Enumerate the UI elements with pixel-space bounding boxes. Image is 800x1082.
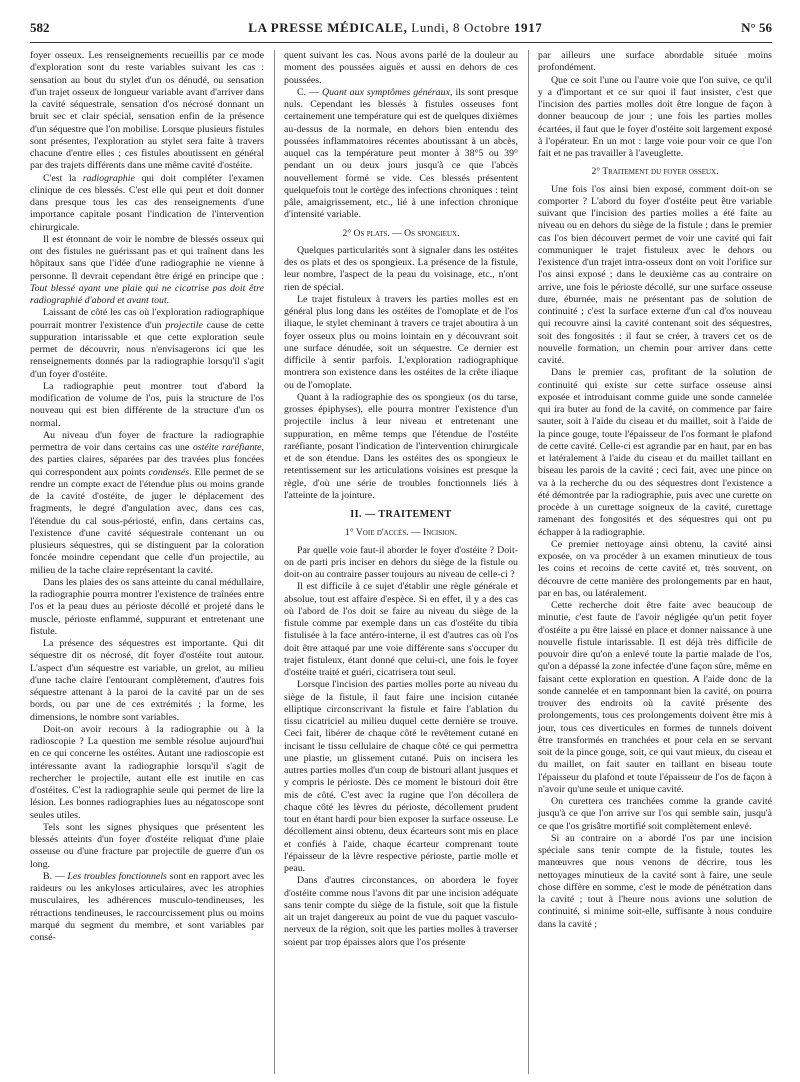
paragraph: Dans le premier cas, profitant de la solution de continuité qui existe sur cette surface osseuse ainsi exposée et introduisant comme guide une sonde cannelée qui ira buter au fond de la cavité, on commence par faire sauter, soit à l'aide du ciseau et du maillet, soit à l'aide de la pince gouge, toute l'épaisseur de l'os formant le plafond de cette cavité. Celle-ci est agrandie par en haut, par en bas et latéralement à l'aide du ciseau et du maillet taillant en biseau les parois de la cavité ; ceci fait, avec une pince on va à la recherche du ou des séquestres dont l'existence a été démontrée par la radiographie, puis avec une curette on procède à un curettage soigneux de la cavité, curettage ramenant des fongosités et des séquestres qui ont pu échapper à la radiographie. (538, 367, 772, 538)
paragraph: par ailleurs une surface abordable située moins profondément. (538, 50, 772, 74)
page-header (30, 20, 772, 43)
paragraph: On curettera ces tranchées comme la grande cavité jusqu'à ce que l'on arrive sur l'os qui semble sain, jusqu'à ce que l'os grisâtre mortifié soit complètement enlevé. (538, 796, 772, 832)
paragraph: Au niveau d'un foyer de fracture la radiographie permettra de voir dans certains cas une ostéite raréfiante, des parties claires, séparées par des travées plus foncées qui correspondent aux points condensés. Elle permet de se rendre un compte exact de l'étendue plus ou moins grande de la cavité d'ostéite, de juger le déplacement des fragments, le degré d'angulation avec, dans ces cas, l'étendue du cal sous-périosté, enfin, dans certains cas, l'existence d'une cavité séquestrale contenant un ou plusieurs séquestres, qui se distinguent par la coloration foncée moindre cependant que celle d'un projectile, au milieu de la tache claire représentant la cavité. (30, 429, 264, 576)
issue-date: Lundi, 8 Octobre (411, 20, 511, 35)
subsection-heading: 1° Voie d'accès. — Incision. (345, 527, 457, 539)
column-2 (274, 50, 518, 1074)
paragraph: Une fois l'os ainsi bien exposé, comment doit-on se comporter ? L'abord du foyer d'ostéite peut être variable suivant que l'incision des parties molles a été faite au niveau ou en dehors du siège de la fistule ; dans le premier cas l'os bien découvert permet de voir une cavité qui fait communiquer le trajet fistuleux avec le dehors ou l'existence d'un trajet intra-osseux dont on voit l'orifice sur l'os ainsi exposé ; dans le deuxième cas au contraire on arrive, une fois le périoste décollé, sur une surface osseuse dure, éburnée, mais ne présentant pas de solution de continuité ; c'est la surface externe d'un cal d'os nouveau qui recouvre ainsi la cavité contenant soit des séquestres, soit des fongosités : il faut se créer, à travers cet os de nouvelle formation, un chemin pour arriver dans cette cavité. (538, 183, 772, 366)
issue-year: 1917 (513, 20, 543, 35)
paragraph: C. — Quant aux symptômes généraux, ils sont presque nuls. Cependant les blessés à fistules osseuses font certainement une température qui est de quelques dixièmes au-dessus de la normale, en dehors bien entendu des poussées inflammatoires récentes aboutissant à un abcès, auquel cas la température peut monter à 38°5 ou 39° pendant un ou deux jours jusqu'à ce que l'abcès nouvellement formé se vide. Ces blessés présentent quelquefois tout le cortège des infections chroniques : teint pâle, amaigrissement, etc., lié à une infection chronique d'intensité variable. (284, 86, 518, 221)
text-columns (30, 50, 772, 1074)
paragraph: Laissant de côté les cas où l'exploration radiographique pourrait montrer l'existence d'un projectile cause de cette suppuration intarissable et que cette exploration seule permet de découvrir, nous n'envisagerons ici que les renseignements donnés par la radiographie lorsqu'il s'agit d'un foyer d'ostéite. (30, 307, 264, 380)
emphasis: projectile (165, 319, 203, 331)
page-number: 582 (30, 20, 50, 35)
emphasis: Les troubles fonctionnels (67, 870, 167, 882)
emphasis: Quant aux symptômes généraux (321, 86, 450, 98)
paragraph: Dans les plaies des os sans atteinte du canal médullaire, la radiographie pourra montrer l'existence de traînées entre l'os et la peau dues au périoste décollé et projeté dans le muscle, périoste enflammé, suppurant et entretenant une fistule. (30, 576, 264, 637)
column-1 (30, 50, 264, 1074)
emphasis: condensés (148, 466, 190, 478)
emphasis: ostéite raréfiante (192, 442, 262, 453)
paragraph: B. — Les troubles fonctionnels sont en rapport avec les raideurs ou les ankyloses articulaires, avec les atrophies musculaires, les adhérences musculo-tendineuses, les rétractions tendineuses, le raccourcissement plus ou moins marqué du segment du membre, et sont variables par consé- (30, 870, 264, 943)
paragraph: La radiographie peut montrer tout d'abord la modification de volume de l'os, puis la structure de l'os nouveau qui est bien différente de la structure d'un os normal. (30, 380, 264, 429)
paragraph: quent suivant les cas. Nous avons parlé de la douleur au moment des poussées aiguës et aussi en dehors de ces poussées. (284, 50, 518, 86)
emphasis: Tout blessé ayant une plaie qui ne cicatrise pas doit être radiographié d'abord et avant tout. (30, 282, 264, 306)
paragraph: Il est étonnant de voir le nombre de blessés osseux qui ont des fistules ne guérissant pas et qui traînent dans les hôpitaux sans que l'idée d'une radiographie ne vienne à personne. Il devrait cependant être érigé en principe que : Tout blessé ayant une plaie qui ne cicatrise pas doit être radiographié d'abord et avant tout. (30, 233, 264, 306)
running-title (248, 20, 542, 36)
paragraph: Que ce soit l'une ou l'autre voie que l'on suive, ce qu'il y a d'important et ce sur quoi il faut insister, c'est que l'incision des parties molles doit être longue de façon à donner beaucoup de jour ; une fois les parties molles écartées, il faut que le foyer d'ostéite soit largement exposé à l'opérateur. En un mot : large voie pour voir ce que l'on fait et ne pas travailler à l'aveuglette. (538, 74, 772, 159)
paragraph: Par quelle voie faut-il aborder le foyer d'ostéite ? Doit-on de parti pris inciser en dehors du siège de la fistule ou doit-on au contraire passer toujours au niveau de celle-ci ? (284, 544, 518, 580)
paragraph: Doit-on avoir recours à la radiographie ou à la radioscopie ? La question me semble résolue aujourd'hui en ce qui concerne les ostéites. Autant une radioscopie est intéressante avant la radiographie lorsqu'il s'agit de rechercher le projectile, autant elle est inutile en cas d'ostéites. C'est la radiographie seule qui permet de lire la lésion. Les bonnes radiographies lues au négatoscope sont seules utiles. (30, 723, 264, 821)
issue-number: N° 56 (741, 20, 772, 35)
paragraph: Cette recherche doit être faite avec beaucoup de minutie, c'est faute de l'avoir négligée qu'un petit foyer d'ostéite a pu être laissé en place et donner naissance à une nouvelle fistule intarissable. Il est déjà très difficile de pouvoir dire qu'on a enlevé toute la partie malade de l'os, qu'on a dépassé la zone infectée d'une façon sûre, même en faisant cette exploration en question. A l'aide donc de la sonde cannelée et en tamponnant bien la cavité, on pourra trouver des endroits où la cavité présente des prolongements, tous ces prolongements doivent être mis à jour, tous ces diverticules en formes de tunnels doivent être transformés en tranchées et pour cela en se servant soit de la pince gouge, soit, ce qui vaut mieux, du ciseau et du maillet, on fait sauter en taillant en biseau toute l'épaisseur du plafond et toute l'épaisseur de l'os de façon à n'avoir qu'une seule et unique cavité. (538, 600, 772, 795)
paragraph: Quelques particularités sont à signaler dans les ostéites des os plats et des os spongieux. La présence de la fistule, leur nombre, l'aspect de la peau du voisinage, etc., n'ont rien de spécial. (284, 244, 518, 293)
subsection-heading: 2° Os plats. — Os spongieux. (342, 227, 460, 239)
paragraph: Ce premier nettoyage ainsi obtenu, la cavité ainsi exposée, on va procéder à un examen minutieux de tous les coins et recoins de cette cavité et, très souvent, on découvre de cette manière des prolongements par en haut, par en bas, ou latéralement. (538, 538, 772, 599)
paragraph: Il est difficile à ce sujet d'établir une règle générale et absolue, tout est affaire d'espèce. Si en effet, il y a des cas où l'abord de l'os doit se faire au niveau du siège de la fistule comme par exemple dans un cas d'ostéite du tibia fistulisée à la face antéro-interne, il est d'autres cas où l'os doit être attaqué par une voie différente sans s'occuper du trajet fistuleux, étant donné que celui-ci, une fois le foyer d'ostéite traité et guéri, cicatrisera tout seul. (284, 581, 518, 678)
journal-name: LA PRESSE MÉDICALE, (248, 20, 408, 35)
paragraph: Tels sont les signes physiques que présentent les blessés atteints d'un foyer d'ostéite reliquat d'une plaie osseuse ou d'une fracture par projectile de guerre d'un os long. (30, 821, 264, 870)
paragraph: C'est la radiographie qui doit compléter l'examen clinique de ces blessés. C'est elle qui peut et doit donner dans presque tous les cas des renseignements d'une importance capitale posant l'indication de l'intervention chirurgicale. (30, 172, 264, 233)
paragraph: Le trajet fistuleux à travers les parties molles est en général plus long dans les ostéites de l'omoplate et de l'os iliaque, le stylet cheminant à travers ce trajet aboutira à un foyer osseux plus ou moins lointain en y découvrant soit une surface dénudée, soit un séquestre. Ce dernier est difficile à sentir parfois. L'exploration radiographique montrera son existence dans les ostéites de la crête iliaque ou de l'omoplate. (284, 293, 518, 391)
section-heading: II. — TRAITEMENT (350, 509, 452, 520)
paragraph: Si au contraire on a abordé l'os par une incision spéciale sans tenir compte de la fistule, toutes les manœuvres que nous venons de décrire, tous les nettoyages minutieux de la cavité sont à faire, une seule chose diffère en somme, c'est le mode de pénétration dans la cavité ; tout à l'heure nous avions une solution de continuité, si minime soit-elle, suffisante à nous conduire dans la cavité ; (538, 832, 772, 930)
emphasis: radiographie (82, 172, 135, 184)
column-3 (528, 50, 772, 1074)
paragraph: Quant à la radiographie des os spongieux (os du tarse, grosses épiphyses), elle pourra montrer l'existence d'un projectile inclus à leur niveau et entretenant une suppuration, en même temps que l'étendue de l'ostéite raréfiante, posant l'indication de l'intervention chirurgicale et de son étendue. Dans les ostéites des os spongieux le retentissement sur les articulations voisines est presque la règle, d'où une série de troubles fonctionnels liés à l'atteinte de la jointure. (284, 391, 518, 501)
subsection-heading: 2° Traitement du foyer osseux. (591, 166, 719, 178)
paragraph: Lorsque l'incision des parties molles porte au niveau du siège de la fistule, il faut faire une incision cutanée elliptique circonscrivant la fistule et faire l'ablation du tissu cicatriciel au milieu duquel cette dernière se trouve. Ceci fait, libérer de chaque côté le revêtement cutané en incisant le tissu cellulaire de chaque côté ce qui permettra une plastie, un glissement cutané. Puis on incisera les autres parties molles d'un coup de bistouri allant jusques et y compris le périoste. Dès ce moment le bistouri doit être mis de côté. C'est avec la rugine que l'on décollera de chaque côté les lèvres du périoste, décollement prudent tout en étant hardi pour bien exposer la surface osseuse. Le décollement ainsi obtenu, deux écarteurs sont mis en place et confiés à l'aide, chaque écarteur comprenant toute l'épaisseur de la lèvre respective périoste, partie molle et peau. (284, 679, 518, 874)
paragraph: foyer osseux. Les renseignements recueillis par ce mode d'exploration sont du reste variables suivant les cas : sensation au bout du stylet d'un os dénudé, ou sensation d'un trajet osseux de longueur variable avant d'arriver dans la cavité séquestrale, sensation d'os nécrosé donnant un bruit sec et clair spécial, sensation enfin de la présence d'un séquestre que l'on mobilise. Lorsque plusieurs fistules sont présentes, l'exploration au stylet sera faite à travers chacune d'entre elles ; ces fistules aboutissent en général par des trajets différents dans une même cavité d'ostéite. (30, 50, 264, 172)
paragraph: La présence des séquestres est importante. Qui dit séquestre dit os nécrosé, dit foyer d'ostéite tout autour. L'aspect d'un séquestre est variable, un grelot, au milieu d'une tache claire l'entourant complètement, d'autres fois séquestre attenant à la paroi de la cavité par un de ses bords, ou par une de ces extrémités ; la forme, les dimensions, le nombre sont variables. (30, 638, 264, 723)
paragraph: Dans d'autres circonstances, on abordera le foyer d'ostéite comme nous l'avons dit par une incision adéquate sans tenir compte du siège de la fistule, soit que la fistule ait un trajet dangereux au point de vue du paquet vasculo-nerveux de la région, soit que les parties molles à traverser soient par trop épaisses alors que l'os présente (284, 875, 518, 948)
